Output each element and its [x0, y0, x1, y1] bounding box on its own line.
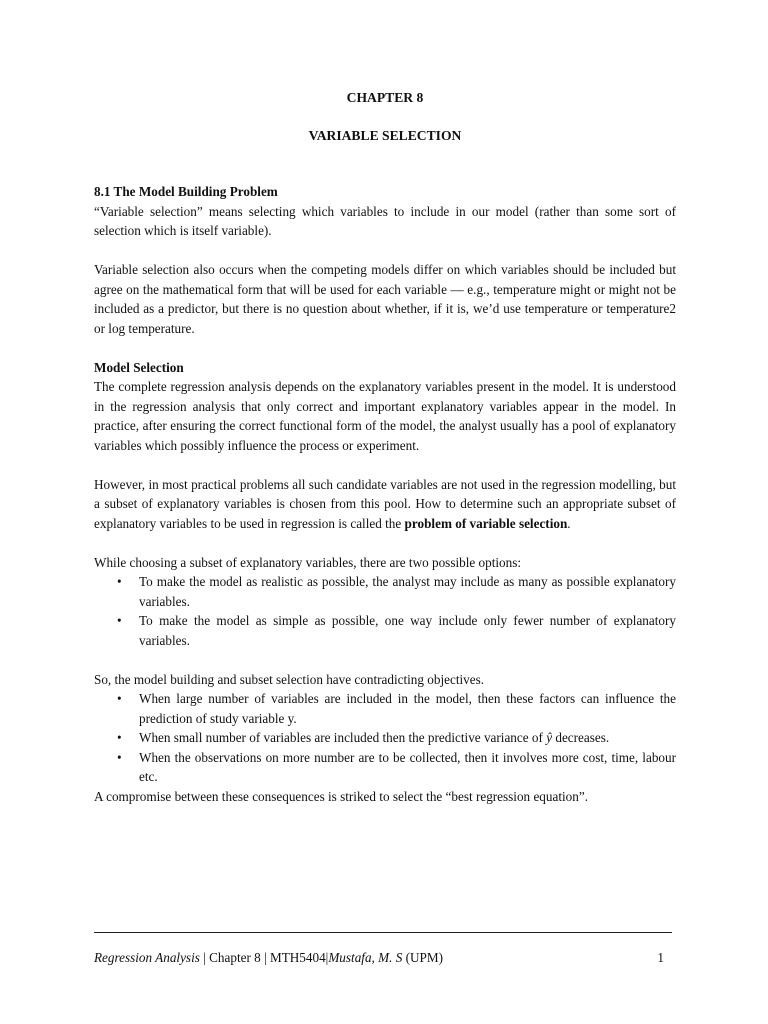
p2-start-text: However, in most practical problems all such candidate variables are not used in the regression modelling, but a subset of explanatory variables is chosen from this pool. How to determine such an appropriate subset of explanatory variables to be used in regression is called the — [94, 476, 676, 531]
page-footer — [94, 932, 672, 968]
paragraph-variable-selection-forms: Variable selection also occurs when the competing models differ on which variables should be included but agree on the mathematical form that will be used for each variable — e.g., temperature might or might not be included as a predictor, but there is no question about whether, if it is, we’d use temperature or temperature2 or log temperature. — [94, 262, 676, 336]
footer-citation — [94, 948, 443, 968]
footer-divider — [94, 932, 672, 933]
footer-author: Mustafa, M. S — [328, 950, 403, 965]
contradiction-intro: So, the model building and subset selection have contradicting objectives. — [94, 671, 485, 687]
list-item: • When large number of variables are included in the model, then these factors can influence the prediction of study variable y. — [139, 689, 676, 728]
model-selection-heading: Model Selection — [94, 359, 184, 375]
problem-term: problem of variable selection — [404, 515, 568, 531]
page-number: 1 — [657, 950, 664, 965]
y-hat-symbol: ŷ — [546, 730, 553, 745]
chapter-number: CHAPTER 8 — [346, 90, 424, 105]
footer-line — [94, 948, 672, 968]
list-item: • To make the model as simple as possible, one way include only fewer number of explanatory variables. — [139, 611, 676, 650]
paragraph-variable-selection-definition: “Variable selection” means selecting which variables to include in our model (rather than some sort of selection which is itself variable). — [94, 203, 676, 238]
p2-end-text: . — [567, 515, 571, 531]
document-page — [94, 0, 676, 1024]
options-list — [94, 572, 676, 650]
list-item: • When the observations on more number are to be collected, then it involves more cost, time, labour etc. — [139, 748, 676, 787]
body-text — [94, 182, 676, 806]
list-item — [139, 728, 676, 748]
conclusion-paragraph: A compromise between these consequences is striked to select the “best regression equation”. — [94, 788, 589, 804]
list-item: • To make the model as realistic as possible, the analyst may include as many as possible explanatory variables. — [139, 572, 676, 611]
contradiction-list — [94, 689, 676, 787]
footer-chapter: | Chapter 8 | MTH5404| — [199, 950, 329, 965]
chapter-title: VARIABLE SELECTION — [308, 128, 462, 143]
section-heading: 8.1 The Model Building Problem — [94, 184, 278, 199]
decreases-text: decreases. — [555, 730, 610, 745]
paragraph-regression-analysis: The complete regression analysis depends on the explanatory variables present in the model. It is understood in the regression analysis that only correct and important explanatory variables appear in the model. In practice, after ensuring the correct functional form of the model, the analyst usually has a pool of explanatory variables which possibly influence the process or experiment. — [94, 379, 676, 453]
predictive-variance-text: When small number of variables are included then the predictive variance of — [139, 730, 543, 745]
footer-book: Regression Analysis — [94, 950, 200, 965]
options-intro: While choosing a subset of explanatory variables, there are two possible options: — [94, 554, 522, 570]
footer-institution: (UPM) — [402, 950, 443, 965]
paragraph-variable-selection-problem — [94, 475, 676, 534]
